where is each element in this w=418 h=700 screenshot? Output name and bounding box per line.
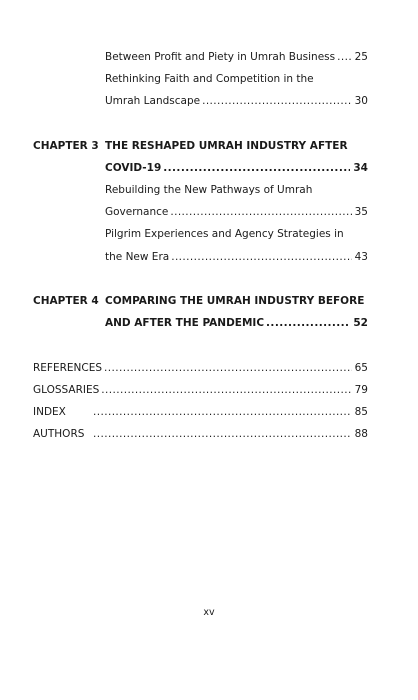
chapter-title-line1: COMPARING THE UMRAH INDUSTRY BEFORE: [105, 295, 365, 307]
backmatter-title: INDEX: [33, 406, 66, 418]
backmatter-title: REFERENCES: [33, 362, 103, 374]
leader-dots: [266, 316, 350, 330]
toc-entry: [105, 250, 368, 264]
leader-dots: [170, 205, 351, 219]
leader-dots: [93, 427, 352, 441]
leader-dots: [337, 50, 352, 64]
backmatter-page: 79: [354, 384, 368, 396]
toc-entry-page: 25: [354, 51, 368, 63]
leader-dots: [93, 405, 352, 419]
toc-entry: [105, 205, 368, 219]
toc-entry-page: 30: [354, 95, 368, 107]
leader-dots: [104, 361, 352, 375]
toc-entry: [105, 50, 368, 64]
backmatter-entry-index: [33, 405, 368, 419]
leader-dots: [101, 383, 351, 397]
backmatter-page: 85: [354, 406, 368, 418]
toc-entry-title-line2: Governance: [105, 206, 169, 218]
chapter-page: 52: [353, 317, 368, 329]
toc-entry-title-line1: Pilgrim Experiences and Agency Strategies in: [105, 228, 344, 240]
toc-entry-title: Between Profit and Piety in Umrah Business: [105, 51, 336, 63]
leader-dots: [163, 161, 350, 175]
chapter-label: CHAPTER 4: [33, 295, 99, 307]
page-number: xv: [203, 607, 215, 618]
backmatter-title: AUTHORS: [33, 428, 85, 440]
chapter-label: CHAPTER 3: [33, 140, 99, 152]
leader-dots: [171, 250, 351, 264]
toc-entry-title-line1: Rethinking Faith and Competition in the: [105, 73, 314, 85]
toc-entry-page: 35: [354, 206, 368, 218]
backmatter-entry-authors: [33, 427, 368, 441]
chapter-page: 34: [353, 162, 368, 174]
chapter-title-line2: COVID-19: [105, 162, 162, 174]
chapter-entry: [105, 316, 368, 330]
toc-entry: [105, 94, 368, 108]
toc-entry-title-line1: Rebuilding the New Pathways of Umrah: [105, 184, 313, 196]
backmatter-page: 88: [354, 428, 368, 440]
backmatter-title: GLOSSARIES: [33, 384, 100, 396]
backmatter-entry-references: [33, 361, 368, 375]
chapter-entry: [105, 161, 368, 175]
chapter-title-line2: AND AFTER THE PANDEMIC: [105, 317, 265, 329]
toc-entry-page: 43: [354, 251, 368, 263]
backmatter-entry-glossaries: [33, 383, 368, 397]
toc-entry-title-line2: Umrah Landscape: [105, 95, 201, 107]
toc-entry-title-line2: the New Era: [105, 251, 170, 263]
leader-dots: [202, 94, 352, 108]
chapter-title-line1: THE RESHAPED UMRAH INDUSTRY AFTER: [105, 140, 348, 152]
backmatter-page: 65: [354, 362, 368, 374]
